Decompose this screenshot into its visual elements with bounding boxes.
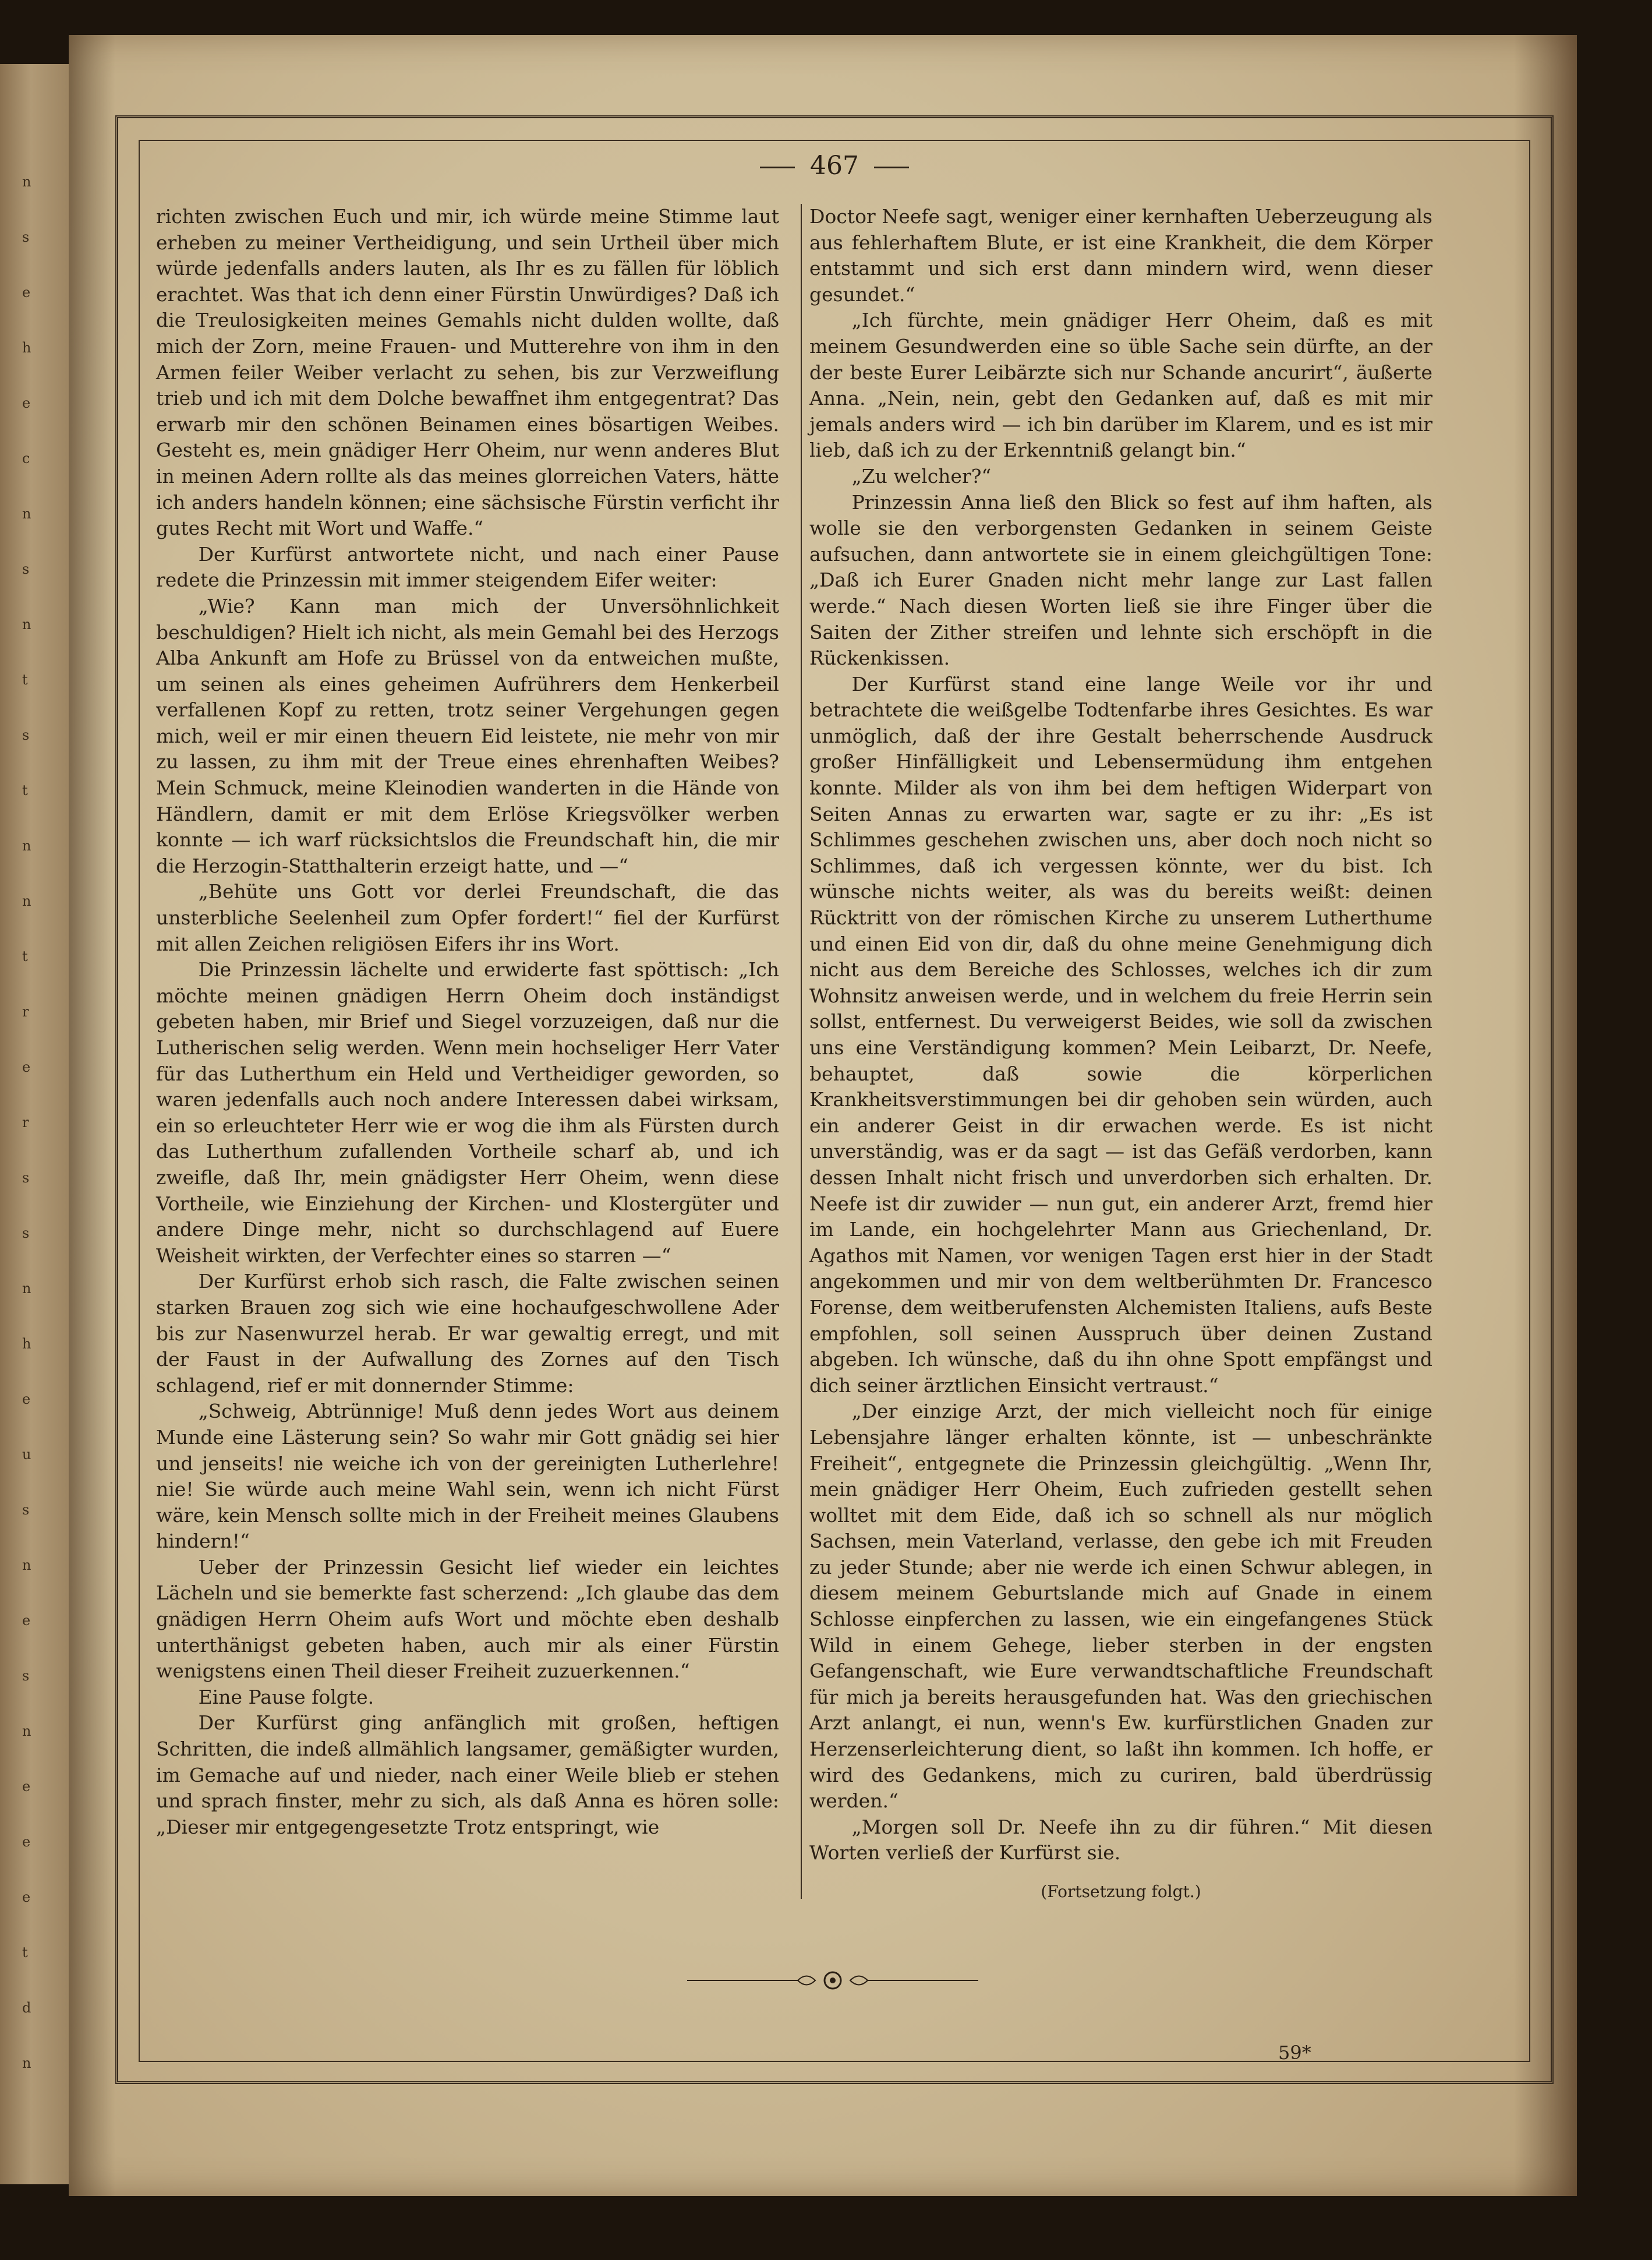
facing-page-fragment: e <box>22 395 31 411</box>
facing-page-fragment: n <box>22 506 31 522</box>
paragraph: „Schweig, Abtrünnige! Muß denn jedes Wort aus deinem Munde eine Lästerung sein? So wahr mir Gott gnädig sei hier und jenseits! nie weiche ich von der gereinigten Lutherlehre! nie! Sie würde auch meine Wahl sein, wenn ich nicht Fürst wäre, kein Mensch sollte mich in der Freiheit meines Glaubens hindern!“ <box>156 1400 779 1553</box>
facing-page-fragment: n <box>22 616 31 633</box>
paragraph: Doctor Neefe sagt, weniger einer kernhaften Ueberzeugung als aus fehlerhaftem Blute, er ist eine Krankheit, die dem Körper entstammt und sich erst dann mindern wird, wenn dieser gesundet.“ <box>809 205 1432 306</box>
facing-page-fragment: s <box>22 727 30 743</box>
facing-page-fragment: e <box>22 1612 31 1629</box>
paragraph: „Ich fürchte, mein gnädiger Herr Oheim, daß es mit meinem Gesundwerden eine so üble Sache sein dürfte, an der der beste Eurer Leibärzte sich nur Schande ancurirt“, äußerte Anna. „Nein, nein, gebt den Gedanken auf, daß es mit mir jemals anders wird — ich bin darüber im Klarem, und es ist mir lieb, daß ich zu der Erkenntniß gelangt bin.“ <box>809 309 1432 462</box>
ornament-divider <box>687 1966 978 1995</box>
facing-page-fragment: d <box>22 2000 31 2016</box>
facing-page-fragment: e <box>22 1889 31 1905</box>
page-header <box>139 149 1530 183</box>
facing-page-fragment: n <box>22 174 31 190</box>
facing-page-fragment: t <box>22 672 28 688</box>
paragraph: Der Kurfürst antwortete nicht, und nach einer Pause redete die Prinzessin mit immer steigendem Eifer weiter: <box>156 542 779 592</box>
facing-page-fragment: t <box>22 782 28 799</box>
page-number: 467 <box>810 151 859 181</box>
facing-page-fragment: n <box>22 1723 31 1739</box>
facing-page-fragment: n <box>22 893 31 909</box>
paragraph: „Der einzige Arzt, der mich vielleicht noch für einige Lebensjahre länger erhalten könnte, ist — unbeschränkte Freiheit“, entgegnete die Prinzessin gleichgültig. „Wenn Ihr, mein gnädiger Herr Oheim, Euch zufrieden gestellt sehen wolltet mit dem Eide, daß ich so schnell als nur möglich Sachsen, mein Vaterland, verlasse, den gebe ich mit Freuden zu jeder Stunde; aber nie werde ich einen Schwur ablegen, in diesem meinem Geburtslande mich auf Gnade in einem Schlosse einpferchen zu lassen, wie ein eingefangenes Stück Wild in einem Gehege, lieber sterben in der engsten Gefangenschaft, wie Eure verwandtschaftliche Freundschaft für mich ja bereits herausgefunden hat. Was den griechischen Arzt anlangt, ei nun, wenn's Ew. kurfürstlichen Gnaden zur Herzenserleichterung dient, so laßt ihn kommen. Ich hoffe, er wird des Gedankens, mich zu curiren, bald überdrüssig werden.“ <box>809 1400 1432 1813</box>
facing-page-fragment: s <box>22 1668 30 1684</box>
facing-page-fragment: s <box>22 229 30 245</box>
left-text-column <box>156 204 779 1840</box>
facing-page-fragment: n <box>22 1280 31 1297</box>
continued-note: (Fortsetzung folgt.) <box>1041 1882 1201 1901</box>
paragraph: Die Prinzessin lächelte und erwiderte fast spöttisch: „Ich möchte meinen gnädigen Herrn Oheim doch inständigst gebeten haben, mir Brief und Siegel vorzuzeigen, daß nur die Lutherischen selig werden. Wenn mein hochseliger Herr Vater für das Lutherthum ein Held und Vertheidiger geworden, so waren jedenfalls auch noch andere Interessen dabei wirksam, ein so erleuchteter Herr wie er wog die ihm als Fürsten durch das Lutherthum zufallenden Vortheile scharf ab, und ich zweifle, daß Ihr, mein gnädigster Herr Oheim, wenn diese Vortheile, wie Einziehung der Kirchen- und Klostergüter und andere Dinge mehr, nicht so durchschlagend auf Euere Weisheit wirkten, der Verfechter eines so starren —“ <box>156 958 779 1267</box>
facing-page-fragment: e <box>22 284 31 301</box>
facing-page-fragment: n <box>22 1557 31 1573</box>
paragraph: „Wie? Kann man mich der Unversöhnlichkeit beschuldigen? Hielt ich nicht, als mein Gemahl bei des Herzogs Alba Ankunft am Hofe zu Brüssel von da entweichen mußte, um seinen als eines geheimen Aufrührers dem Henkerbeil verfallenen Kopf zu retten, trotz seiner Vergehungen gegen mich, weil er mir einen theuern Eid leistete, nie mehr von mir zu lassen, zu ihm mit der Treue eines ehrenhaften Weibes? Mein Schmuck, meine Kleinodien wanderten in die Hände von Händlern, damit er mit dem Erlöse Kriegsvölker werben konnte — ich warf rücksichtslos die Freundschaft hin, die mir die Herzogin-Statthalterin erzeigt hatte, und —“ <box>156 594 779 877</box>
facing-page-fragment: s <box>22 1170 30 1186</box>
paragraph: richten zwischen Euch und mir, ich würde meine Stimme laut erheben zu meiner Vertheidigung, und sein Urtheil über mich würde jedenfalls anders lauten, als Ihr es zu fällen für löblich erachtet. Was that ich denn einer Fürstin Unwürdiges? Daß ich die Treulosigkeiten meines Gemahls nicht dulden wollte, daß mich der Zorn, meine Frauen- und Mutterehre von ihm in den Armen feiler Weiber verlacht zu sehen, bis zur Verzweiflung trieb und ich mit dem Dolche bewaffnet ihm entgegentrat? Das erwarb mir den schönen Beinamen eines bösartigen Weibes. Gesteht es, mein gnädiger Herr Oheim, nur wenn anderes Blut in meinen Adern rollte als das meines glorreichen Vaters, hätte ich anders handeln können; eine sächsische Fürstin verficht ihr gutes Recht mit Wort und Waffe.“ <box>156 205 779 540</box>
paragraph: Ueber der Prinzessin Gesicht lief wieder ein leichtes Lächeln und sie bemerkte fast scherzend: „Ich glaube das dem gnädigen Herrn Oheim aufs Wort und möchte eben deshalb unterthänigst gebeten haben, auch mir als einer Fürstin wenigstens einen Theil dieser Freiheit zuzuerkennen.“ <box>156 1555 779 1683</box>
spine-shadow <box>69 35 115 2196</box>
facing-page-fragment: h <box>22 1336 31 1352</box>
header-rule-left <box>760 167 795 168</box>
paragraph: „Zu welcher?“ <box>851 464 992 488</box>
facing-page-fragment: s <box>22 1225 30 1241</box>
facing-page-fragment: n <box>22 2055 31 2071</box>
column-divider <box>801 204 802 1899</box>
facing-page-fragment: e <box>22 1391 31 1407</box>
facing-page-fragment: t <box>22 1944 28 1961</box>
facing-page-fragment: t <box>22 948 28 965</box>
paragraph: Der Kurfürst ging anfänglich mit großen, heftigen Schritten, die indeß allmählich langsamer, gemäßigter wurden, im Gemache auf und nieder, nach einer Weile blieb er stehen und sprach finster, mehr zu sich, als daß Anna es hören solle: „Dieser mir entgegengesetzte Trotz entspringt, wie <box>156 1711 779 1838</box>
paragraph: Der Kurfürst erhob sich rasch, die Falte zwischen seinen starken Brauen zog sich wie eine hochaufgeschwollene Ader bis zur Nasenwurzel herab. Er war gewaltig erregt, und mit der Faust in der Aufwallung des Zornes auf den Tisch schlagend, rief er mit donnernder Stimme: <box>156 1270 779 1397</box>
facing-page-fragment: s <box>22 1502 30 1518</box>
paragraph: „Behüte uns Gott vor derlei Freundschaft, die das unsterbliche Seelenheil zum Opfer fordert!“ fiel der Kurfürst mit allen Zeichen religiösen Eifers ihr ins Wort. <box>156 880 779 955</box>
facing-page-fragment: e <box>22 1778 31 1795</box>
facing-page-fragment: s <box>22 561 30 577</box>
facing-page-edge <box>0 64 69 2184</box>
paragraph: Der Kurfürst stand eine lange Weile vor ihr und betrachtete die weißgelbe Todtenfarbe ihres Gesichtes. Es war unmöglich, daß der ihre Gestalt beherrschende Ausdruck großer Hinfälligkeit und Lebensermüdung ihm entgehen konnte. Milder als von ihm bei dem heftigen Widerpart von Seiten Annas zu erwarten war, sagte er zu ihr: „Es ist Schlimmes geschehen zwischen uns, aber doch noch nicht so Schlimmes, daß ich vergessen könnte, wer du bist. Ich wünsche nichts weiter, als was du bereits weißt: deinen Rücktritt von der römischen Kirche zu unserem Lutherthume und einen Eid von dir, daß du ohne meine Genehmigung dich nicht aus dem Bereiche des Schlosses, welches ich dir zum Wohnsitz anweisen werde, und in welchem du freie Herrin sein sollst, entfernest. Du verweigerst Beides, wie soll da zwischen uns eine Verständigung kommen? Mein Leibarzt, Dr. Neefe, behauptet, daß sowie die körperlichen Krankheitsverstimmungen bei dir gehoben sein würden, auch ein anderer Geist in dir erwachen werde. Es ist nicht unverständig, was er da sagt — ist das Gefäß verdorben, kann dessen Inhalt nicht frisch und unverdorben sich erhalten. Dr. Neefe ist dir zuwider — nun gut, ein anderer Arzt, fremd hier im Lande, ein hochgelehrter Mann aus Griechenland, Dr. Agathos mit Namen, vor wenigen Tagen erst hier in der Stadt angekommen und mir von dem weltberühmten Dr. Francesco Forense, dem weitberufensten Alchemisten Italiens, aufs Beste empfohlen, soll seinen Ausspruch über deinen Zustand abgeben. Ich wünsche, daß du ihn ohne Spott empfängst und dich seiner ärztlichen Einsicht vertraust.“ <box>809 672 1432 1397</box>
paragraph: „Morgen soll Dr. Neefe ihn zu dir führen.“ Mit diesen Worten verließ der Kurfürst sie. <box>809 1815 1432 1865</box>
facing-page-fragment: u <box>22 1446 31 1463</box>
facing-page-fragment: h <box>22 340 31 356</box>
header-rule-right <box>874 167 909 168</box>
facing-page-fragment: e <box>22 1059 31 1075</box>
facing-page-fragment: r <box>22 1004 29 1020</box>
facing-page-fragment: e <box>22 1834 31 1850</box>
paragraph: Eine Pause folgte. <box>198 1685 374 1708</box>
paragraph: Prinzessin Anna ließ den Blick so fest auf ihm haften, als wolle sie den verborgensten Gedanken in seinem Geiste aufsuchen, dann antwortete sie in einem gleichgültigen Tone: „Daß ich Eurer Gnaden nicht mehr lange zur Last fallen werde.“ Nach diesen Worten ließ sie ihre Finger über die Saiten der Zither streifen und lehnte sich erschöpft in die Rückenkissen. <box>809 490 1432 670</box>
facing-page-fragment: c <box>22 450 30 467</box>
facing-page-fragment: r <box>22 1114 29 1131</box>
right-text-column <box>809 204 1432 1905</box>
facing-page-fragment: n <box>22 838 31 854</box>
signature-mark: 59* <box>1278 2042 1311 2064</box>
